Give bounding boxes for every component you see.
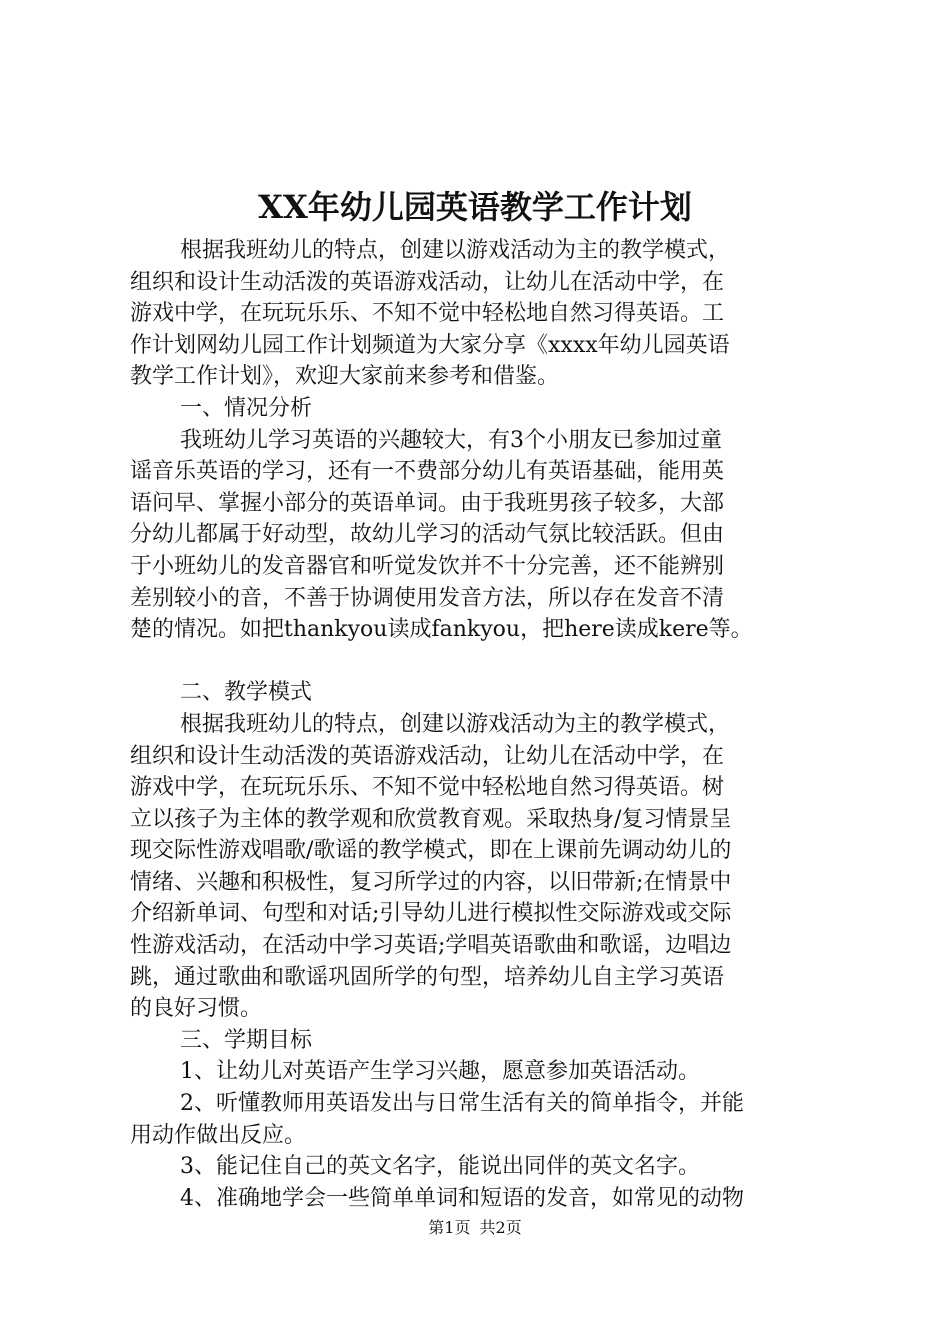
- paragraph-line: 根据我班幼儿的特点，创建以游戏活动为主的教学模式，: [180, 711, 731, 737]
- paragraph-line: 教学工作计划》，欢迎大家前来参考和借鉴。: [130, 364, 560, 390]
- paragraph-line: 作计划网幼儿园工作计划频道为大家分享《xxxx年幼儿园英语: [130, 332, 730, 358]
- paragraph-line: 立以孩子为主体的教学观和欣赏教育观。采取热身/复习情景呈: [130, 806, 732, 832]
- paragraph-line: 介绍新单词、句型和对话;引导幼儿进行模拟性交际游戏或交际: [130, 901, 732, 927]
- paragraph-line: 组织和设计生动活泼的英语游戏活动，让幼儿在活动中学，在: [130, 743, 725, 769]
- section-heading: 三、学期目标: [180, 1027, 313, 1053]
- section-heading: 二、教学模式: [180, 680, 313, 706]
- paragraph-line: 性游戏活动，在活动中学习英语;学唱英语歌曲和歌谣，边唱边: [130, 933, 732, 959]
- section-heading: 一、情况分析: [180, 395, 313, 421]
- paragraph-line: 我班幼儿学习英语的兴趣较大，有3个小朋友已参加过童: [180, 427, 722, 453]
- paragraph-line: 现交际性游戏唱歌/歌谣的教学模式，即在上课前先调动幼儿的: [130, 838, 732, 864]
- paragraph-line: 游戏中学，在玩玩乐乐、不知不觉中轻松地自然习得英语。树: [130, 775, 725, 801]
- paragraph-line: 语问早、掌握小部分的英语单词。由于我班男孩子较多，大部: [130, 490, 725, 516]
- paragraph-line: 于小班幼儿的发音器官和听觉发饮并不十分完善，还不能辨别: [130, 553, 725, 579]
- paragraph-line: 分幼儿都属于好动型，故幼儿学习的活动气氛比较活跃。但由: [130, 522, 725, 548]
- paragraph-line: 游戏中学，在玩玩乐乐、不知不觉中轻松地自然习得英语。工: [130, 301, 725, 327]
- document-body: [130, 235, 840, 1214]
- page-footer: [0, 1216, 950, 1240]
- paragraph-line: 情绪、兴趣和积极性，复习所学过的内容，以旧带新;在情景中: [130, 869, 732, 895]
- page-number: 第1页: [428, 1218, 471, 1237]
- list-item: 3、能记住自己的英文名字，能说出同伴的英文名字。: [180, 1154, 700, 1180]
- document-title: XX年幼儿园英语教学工作计划: [258, 188, 692, 226]
- paragraph-line: 差别较小的音，不善于协调使用发音方法，所以存在发音不清: [130, 585, 725, 611]
- list-item: 4、准确地学会一些简单单词和短语的发音，如常见的动物: [180, 1185, 744, 1211]
- blank-line: [130, 646, 840, 678]
- paragraph-line: 楚的情况。如把thankyou读成fankyou，把here读成kere等。: [130, 617, 753, 643]
- paragraph-line: 的良好习惯。: [130, 996, 263, 1022]
- paragraph-line: 谣音乐英语的学习，还有一不费部分幼儿有英语基础，能用英: [130, 459, 725, 485]
- paragraph-line: 组织和设计生动活泼的英语游戏活动，让幼儿在活动中学，在: [130, 269, 725, 295]
- list-item: 1、让幼儿对英语产生学习兴趣，愿意参加英语活动。: [180, 1059, 700, 1085]
- page-total: 共2页: [479, 1218, 522, 1237]
- paragraph-line: 跳，通过歌曲和歌谣巩固所学的句型，培养幼儿自主学习英语: [130, 964, 725, 990]
- list-item: 2、听懂教师用英语发出与日常生活有关的简单指令，并能: [180, 1091, 744, 1117]
- paragraph-line: 根据我班幼儿的特点，创建以游戏活动为主的教学模式，: [180, 238, 731, 263]
- paragraph-line: 用动作做出反应。: [130, 1122, 307, 1148]
